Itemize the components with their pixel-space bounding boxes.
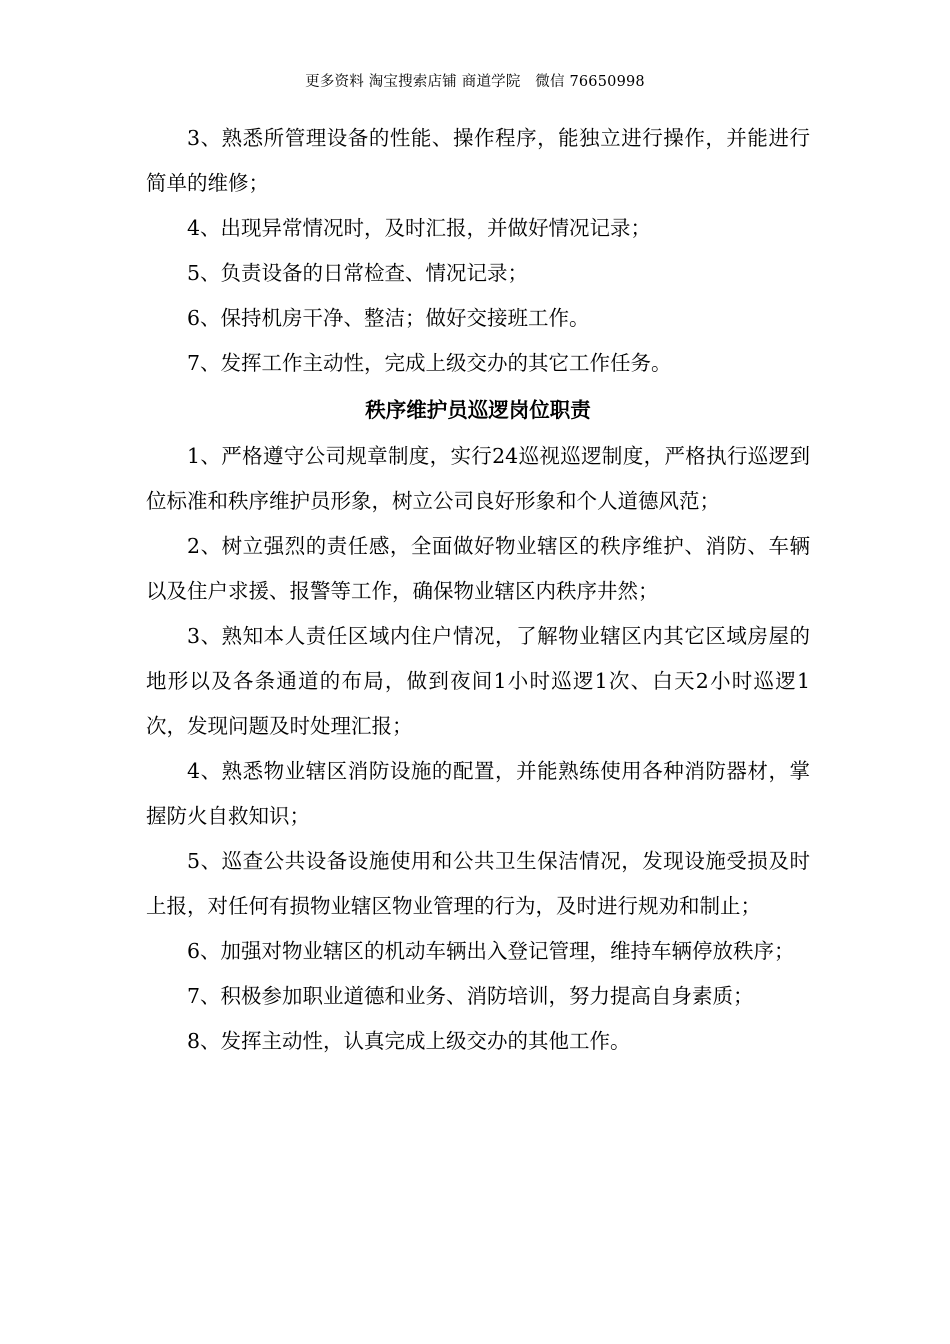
duty-item: 7、发挥工作主动性，完成上级交办的其它工作任务。 [187, 351, 672, 375]
duty-item: 2、树立强烈的责任感，全面做好物业辖区的秩序维护、消防、车辆以及住户求援、报警等工作，确保物业辖区内秩序井然； [146, 534, 810, 603]
duty-item: 7、积极参加职业道德和业务、消防培训，努力提高自身素质； [187, 984, 754, 1008]
duty-item: 1、严格遵守公司规章制度，实行24巡视巡逻制度，严格执行巡逻到位标准和秩序维护员形象，树立公司良好形象和个人道德风范； [146, 444, 810, 513]
page-header: 更多资料 淘宝搜索店铺 商道学院 微信 76650998 [305, 74, 645, 90]
duty-item: 8、发挥主动性，认真完成上级交办的其他工作。 [187, 1029, 631, 1053]
duty-item: 4、出现异常情况时，及时汇报，并做好情况记录； [187, 216, 652, 240]
duty-item: 6、保持机房干净、整洁；做好交接班工作。 [187, 306, 590, 330]
duty-item: 3、熟悉所管理设备的性能、操作程序，能独立进行操作，并能进行简单的维修； [146, 126, 810, 195]
section-title: 秩序维护员巡逻岗位职责 [365, 398, 591, 422]
duty-item: 3、熟知本人责任区域内住户情况，了解物业辖区内其它区域房屋的地形以及各条通道的布局，做到夜间1小时巡逻1次、白天2小时巡逻1次，发现问题及时处理汇报； [146, 624, 810, 738]
duty-item: 5、巡查公共设备设施使用和公共卫生保洁情况，发现设施受损及时上报，对任何有损物业辖区物业管理的行为，及时进行规劝和制止； [146, 849, 810, 918]
duty-item: 4、熟悉物业辖区消防设施的配置，并能熟练使用各种消防器材，掌握防火自救知识； [146, 759, 810, 828]
document-body [146, 116, 810, 1064]
duty-item: 5、负责设备的日常检查、情况记录； [187, 261, 529, 285]
duty-item: 6、加强对物业辖区的机动车辆出入登记管理，维持车辆停放秩序； [187, 939, 795, 963]
